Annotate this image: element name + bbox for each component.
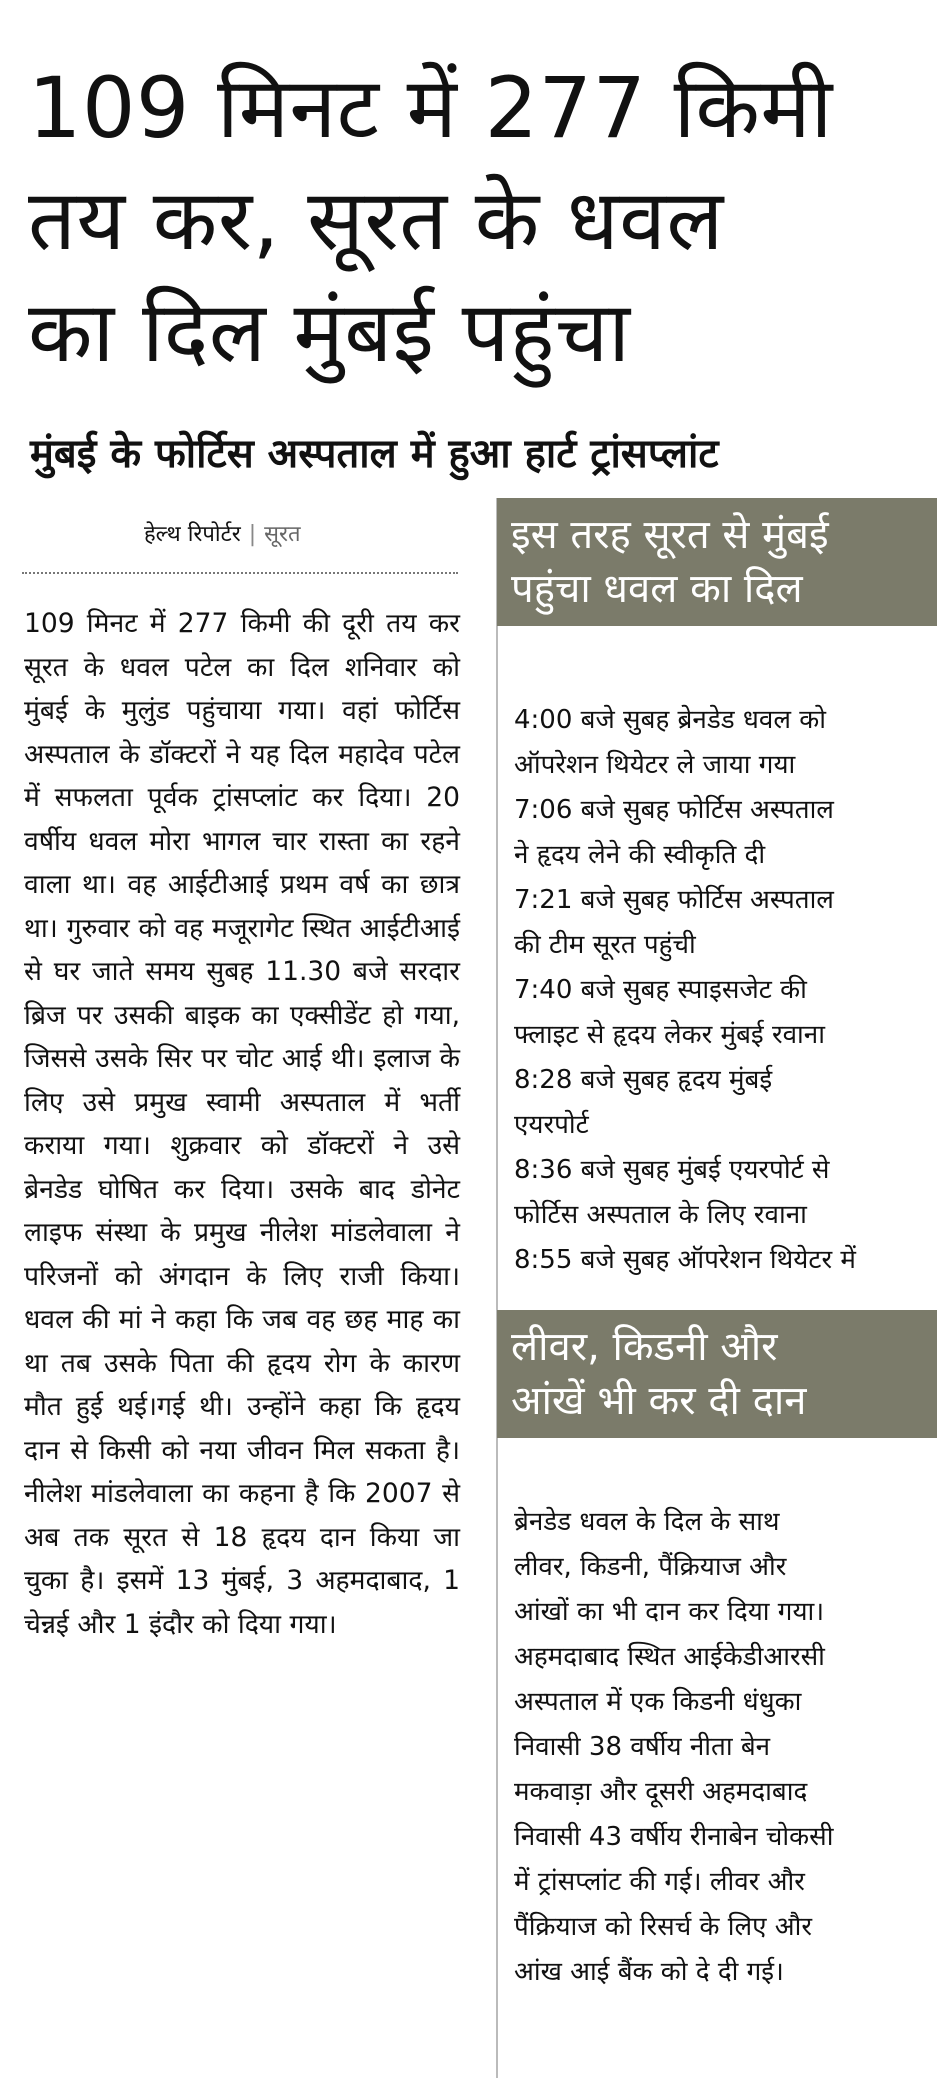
donation-text: [514, 1500, 934, 1995]
sidebar-rule: [496, 498, 498, 2078]
timeline-line: की टीम सूरत पहुंची: [514, 930, 696, 960]
donation-line: मकवाड़ा और दूसरी अहमदाबाद: [514, 1777, 808, 1807]
timeline-box-title: [497, 498, 937, 626]
byline-divider: |: [248, 522, 257, 547]
donation-line: निवासी 43 वर्षीय रीनाबेन चोकसी: [514, 1822, 834, 1852]
donation-line: आंख आई बैंक को दे दी गई।: [514, 1957, 784, 1987]
timeline-line: एयरपोर्ट: [514, 1110, 589, 1140]
dotted-divider: [22, 572, 458, 574]
subheadline: मुंबई के फोर्टिस अस्पताल में हुआ हार्ट ट्रांसप्लांट: [30, 431, 719, 477]
byline: [144, 518, 301, 548]
headline-line: तय कर, सूरत के धवल: [28, 171, 724, 269]
headline-line: का दिल मुंबई पहुंचा: [28, 283, 631, 381]
timeline-title-line: पहुंचा धवल का दिल: [511, 566, 803, 612]
byline-location: सूरत: [264, 522, 301, 547]
headline-line: 109 मिनट में 277 किमी: [28, 59, 833, 157]
donation-line: ब्रेनडेड धवल के दिल के साथ: [514, 1507, 780, 1537]
article-paragraph: 109 मिनट में 277 किमी की दूरी तय कर सूरत के धवल पटेल का दिल शनिवार को मुंबई के मुलुंड पहुंचाया गया। वहां फोर्टिस अस्पताल के डॉक्टरों ने यह दिल महादेव पटेल में सफलता पूर्वक ट्रांसप्लांट कर दिया। 20 वर्षीय धवल मोरा भागल चार रास्ता का रहने वाला था। वह आईटीआई प्रथम वर्ष का छात्र था। गुरुवार को वह मजूरागेट स्थित आईटीआई से घर जाते समय सुबह 11.30 बजे सरदार ब्रिज पर उसकी बाइक का एक्सीडेंट हो गया, जिससे उसके सिर पर चोट आई थी। इलाज के लिए उसे प्रमुख स्वामी अस्पताल में भर्ती कराया गया। शुक्रवार को डॉक्टरों ने उसे ब्रेनडेड घोषित कर दिया। उसके बाद डोनेट लाइफ संस्था के प्रमुख नीलेश मांडलेवाला ने परिजनों को अंगदान के लिए राजी किया। धवल की मां ने कहा कि जब वह छह माह का था तब उसके पिता की हृदय रोग के कारण मौत हुई थई।गई थी। उन्होंने कहा कि हृदय दान से किसी को नया जीवन मिल सकता है। नीलेश मांडलेवाला का कहना है कि 2007 से अब तक सूरत से 18 हृदय दान किया जा चुका है। इसमें 13 मुंबई, 3 अहमदाबाद, 1 चेन्नई और 1 इंदौर को दिया गया।: [24, 608, 460, 1640]
article-body: [24, 602, 460, 1646]
donation-line: पैंक्रियाज को रिसर्च के लिए और: [514, 1912, 812, 1942]
timeline-list: [514, 698, 934, 1283]
timeline-line: 7:40 बजे सुबह स्पाइसजेट की: [514, 975, 807, 1005]
timeline-line: 7:21 बजे सुबह फोर्टिस अस्पताल: [514, 885, 834, 915]
timeline-title-line: इस तरह सूरत से मुंबई: [511, 512, 829, 558]
donation-title-line: लीवर, किडनी और: [511, 1324, 778, 1370]
donation-line: में ट्रांसप्लांट की गई। लीवर और: [514, 1867, 805, 1897]
timeline-line: फोर्टिस अस्पताल के लिए रवाना: [514, 1200, 807, 1230]
timeline-line: 7:06 बजे सुबह फोर्टिस अस्पताल: [514, 795, 834, 825]
byline-reporter: हेल्थ रिपोर्टर: [144, 522, 241, 547]
donation-line: अस्पताल में एक किडनी धंधुका: [514, 1687, 802, 1717]
donation-title-line: आंखें भी कर दी दान: [511, 1378, 807, 1424]
timeline-line: 8:28 बजे सुबह हृदय मुंबई: [514, 1065, 773, 1095]
timeline-line: 8:36 बजे सुबह मुंबई एयरपोर्ट से: [514, 1155, 830, 1185]
timeline-line: ऑपरेशन थियेटर ले जाया गया: [514, 750, 796, 780]
donation-box-title: [497, 1310, 937, 1438]
timeline-line: ने हृदय लेने की स्वीकृति दी: [514, 840, 766, 870]
timeline-line: 4:00 बजे सुबह ब्रेनडेड धवल को: [514, 705, 826, 735]
donation-line: निवासी 38 वर्षीय नीता बेन: [514, 1732, 771, 1762]
timeline-line: 8:55 बजे सुबह ऑपरेशन थियेटर में: [514, 1245, 856, 1275]
donation-line: लीवर, किडनी, पैंक्रियाज और: [514, 1552, 787, 1582]
headline: [28, 52, 928, 388]
donation-line: आंखों का भी दान कर दिया गया।: [514, 1597, 825, 1627]
donation-line: अहमदाबाद स्थित आईकेडीआरसी: [514, 1642, 825, 1672]
timeline-line: फ्लाइट से हृदय लेकर मुंबई रवाना: [514, 1020, 825, 1050]
